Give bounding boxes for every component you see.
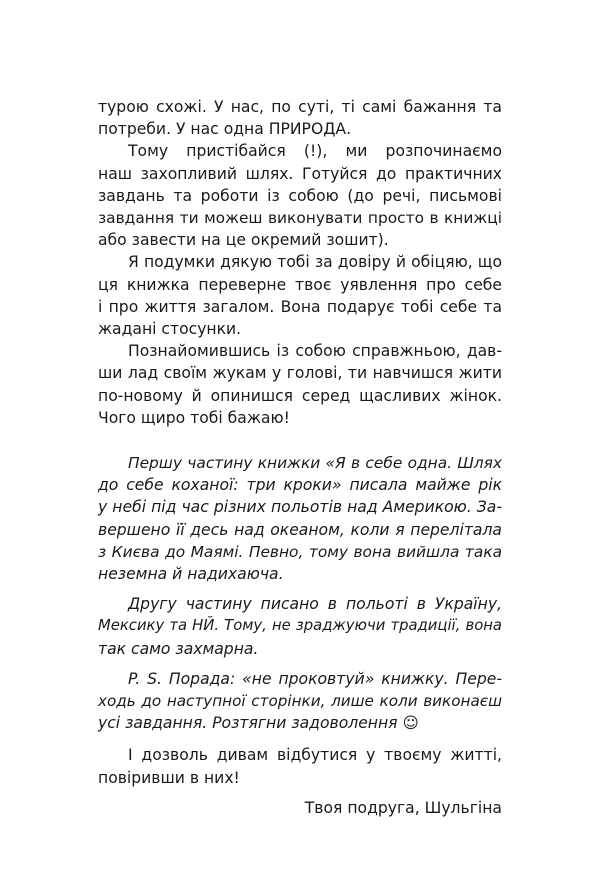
paragraph-2: [98, 140, 502, 251]
text-line: жадані стосунки.: [98, 320, 242, 339]
text-line: Познайомившись із собою справжньою, дав-: [128, 342, 502, 361]
text-line: P. S. Порада: «не проковтуй» книжку. Пере-: [128, 669, 502, 688]
text-line: завдання ти можеш виконувати просто в книжці: [98, 209, 502, 228]
signature: Твоя подруга, Шульгіна: [304, 798, 502, 817]
text-line: ши лад своїм жукам у голові, ти навчишся жити: [98, 364, 502, 383]
closing-paragraph: [98, 744, 502, 788]
paragraph-1: [98, 96, 502, 140]
paragraph-4: [98, 340, 502, 429]
text-line: ця книжка переверне твоє уявлення про себе: [98, 275, 502, 294]
author-note: [98, 452, 502, 734]
text-line: Я подумки дякую тобі за довіру й обіцяю, що: [128, 253, 502, 272]
text-line: до себе коханої: три кроки» писала майже рік: [98, 476, 502, 495]
text-line: Другу частину писано в польоті в Україну,: [128, 595, 502, 614]
paragraph-3: [98, 251, 502, 340]
italic-paragraph-1: [98, 452, 502, 585]
text-line: Чого щиро тобі бажаю!: [98, 408, 290, 427]
text-line: І дозволь дивам відбутися у твоєму житті,: [128, 746, 502, 765]
text-line: вершено її десь над океаном, коли я перелітала: [98, 520, 502, 539]
text-line: ходь до наступної сторінки, лише коли виконаєш: [98, 692, 502, 711]
text-line: у небі під час різних польотів над Америкою. За-: [98, 498, 502, 517]
text-line: так само захмарна.: [98, 639, 259, 658]
text-line: турою схожі. У нас, по суті, ті самі бажання та: [98, 98, 502, 116]
text-line: Тому пристібайся (!), ми розпочинаємо: [128, 142, 502, 161]
text-line: потреби. У нас одна ПРИРОДА.: [98, 120, 352, 139]
text-line: повіривши в них!: [98, 768, 240, 787]
text-line: наш захопливий шлях. Готуйся до практичних: [98, 164, 502, 183]
italic-paragraph-2: [98, 593, 502, 660]
text-line: Мексику та НЙ. Тому, не зраджуючи традиції, вона: [98, 617, 502, 635]
text-line: з Києва до Маямі. Певно, тому вона вийшла така: [98, 542, 502, 561]
text-line: усі завдання. Розтягни задоволення ☺: [98, 714, 419, 733]
text-line: неземна й надихаюча.: [98, 565, 284, 584]
text-line: завдань та роботи із собою (до речі, письмові: [98, 186, 502, 205]
text-line: і про життя загалом. Вона подарує тобі себе та: [98, 297, 502, 316]
italic-paragraph-3: [98, 668, 502, 735]
book-page: [98, 96, 502, 819]
text-line: по-новому й опинишся серед щасливих жінок.: [98, 386, 502, 405]
text-line: Першу частину книжки «Я в себе одна. Шлях: [128, 454, 502, 473]
text-line: або завести на це окремий зошит).: [98, 231, 389, 250]
